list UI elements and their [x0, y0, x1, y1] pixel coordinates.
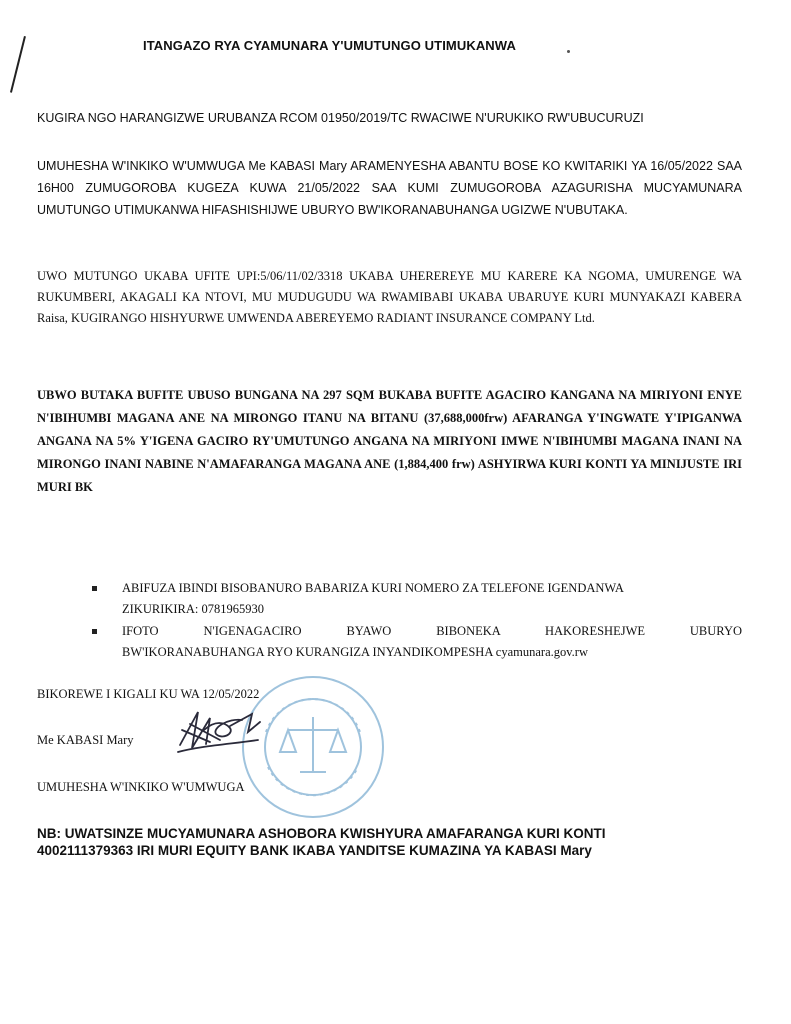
- document-title: ITANGAZO RYA CYAMUNARA Y'UMUTUNGO UTIMUKANWA: [143, 38, 516, 53]
- place-date-line: BIKOREWE I KIGALI KU WA 12/05/2022: [37, 687, 260, 701]
- handwritten-signature-icon: [170, 700, 270, 760]
- property-paragraph: UWO MUTUNGO UKABA UFITE UPI:5/06/11/02/3318 UKABA UHEREREYE MU KARERE KA NGOMA, UMURENGE WA RUKUMBERI, AKAGALI KA NTOVI, MU MUDUGUDU WA RWAMIBABI UKABA UBARUYE KURI MUNYAKAZI KABERA Raisa, KUGIRANGO HISHYURWE UMWENDA ABEREYEMO RADIANT INSURANCE COMPANY Ltd.: [37, 269, 742, 325]
- bullet-square-icon: [92, 586, 97, 591]
- nb-note-line1: NB: UWATSINZE MUCYAMUNARA ASHOBORA KWISHYURA AMAFARANGA KURI KONTI: [37, 826, 606, 841]
- signer-name: Me KABASI Mary: [37, 733, 134, 747]
- nb-note: [37, 825, 747, 859]
- signer-role: UMUHESHA W'INKIKO W'UMWUGA: [37, 780, 245, 794]
- case-reference: KUGIRA NGO HARANGIZWE URUBANZA RCOM 01950/2019/TC RWACIWE N'URUKIKO RW'UBUCURUZI: [37, 111, 644, 125]
- bullet-text-line2: BW'IKORANABUHANGA RYO KURANGIZA INYANDIKOMPESHA cyamunara.gov.rw: [122, 645, 588, 659]
- bullet-square-icon: [92, 629, 97, 634]
- bullet-text-line1: IFOTO N'IGENAGACIRO BYAWO BIBONEKA HAKORESHEJWE UBURYO: [122, 624, 742, 638]
- bullet-text-line1: ABIFUZA IBINDI BISOBANURO BABARIZA KURI NOMERO ZA TELEFONE IGENDANWA: [122, 581, 624, 595]
- bullet-text-line2: ZIKURIKIRA: 0781965930: [122, 602, 265, 616]
- valuation-paragraph: UBWO BUTAKA BUFITE UBUSO BUNGANA NA 297 SQM BUKABA BUFITE AGACIRO KANGANA NA MIRIYONI ENYE N'IBIHUMBI MAGANA ANE NA MIRONGO ITANU NA BITANU (37,688,000frw) AFARANGA Y'INGWATE Y'IPIGANWA ANGANA NA 5% Y'IGENA GACIRO RY'UMUTUNGO ANGANA NA MIRIYONI IMWE N'IBIHUMBI MAGANA INANI NA MIRONGO INANI NABINE N'AMAFARANGA MAGANA ANE (1,884,400 frw) ASHYIRWA KURI KONTI YA MINIJUSTE IRI MURI BK: [37, 388, 742, 494]
- speck-mark: [567, 50, 570, 53]
- bullet-item-contact: [92, 578, 742, 620]
- announcement-paragraph: UMUHESHA W'INKIKO W'UMWUGA Me KABASI Mary ARAMENYESHA ABANTU BOSE KO KWITARIKI YA 16/05/2022 SAA 16H00 ZUMUGOROBA KUGEZA KUWA 21/05/2022 SAA KUMI ZUMUGOROBA AZAGURISHA MUCYAMUNARA UMUTUNGO UTIMUKANWA HIFASHISHIJWE UBURYO BW'IKORANABUHANGA UGIZWE N'UBUTAKA.: [37, 159, 742, 217]
- margin-pen-mark: [10, 36, 26, 93]
- bullet-item-website: [92, 621, 742, 663]
- nb-note-line2: 4002111379363 IRI MURI EQUITY BANK IKABA YANDITSE KUMAZINA YA KABASI Mary: [37, 843, 592, 858]
